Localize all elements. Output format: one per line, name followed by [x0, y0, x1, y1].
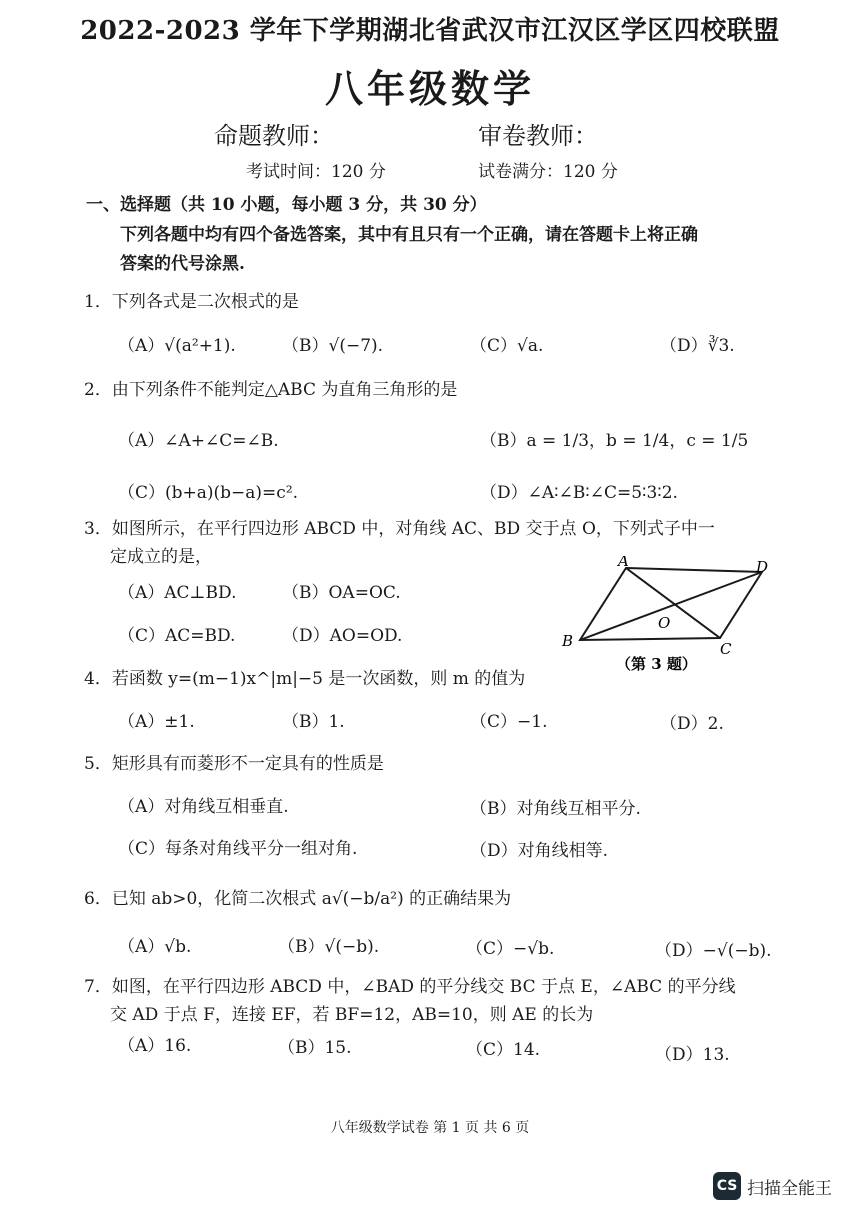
q4-stem: 4．若函数 y=(m−1)x^|m|−5 是一次函数，则 m 的值为 — [84, 669, 526, 689]
q3-option-a: （A）AC⊥BD. — [118, 583, 237, 603]
q7-option-a: （A）16. — [118, 1036, 192, 1056]
q4-option-b: （B）1. — [282, 712, 345, 732]
q3-figure-caption: （第 3 题） — [616, 655, 697, 673]
q3-stem-line1: 3．如图所示，在平行四边形 ABCD 中，对角线 AC、BD 交于点 O，下列式子中一 — [84, 519, 715, 539]
q3-option-c: （C）AC=BD. — [118, 626, 236, 646]
q6-option-b: （B）√(−b). — [278, 937, 380, 957]
q6-stem: 6．已知 ab>0，化简二次根式 a√(−b/a²) 的正确结果为 — [84, 889, 512, 909]
page-footer: 八年级数学试卷 第 1 页 共 6 页 — [330, 1120, 530, 1136]
q6-option-d: （D）−√(−b). — [655, 941, 772, 961]
q5-option-d: （D）对角线相等. — [470, 841, 609, 861]
q3-parallelogram-figure — [556, 556, 776, 676]
label-c: C — [720, 640, 732, 658]
q1-option-d: （D）∛3. — [660, 336, 735, 356]
q6-option-c: （C）−√b. — [466, 939, 555, 959]
label-b: B — [562, 632, 574, 650]
q5-option-c: （C）每条对角线平分一组对角. — [118, 839, 358, 859]
q5-option-a: （A）对角线互相垂直. — [118, 797, 289, 817]
q1-option-a: （A）√(a²+1). — [118, 336, 236, 356]
reviewer-label: 审卷教师： — [478, 122, 598, 150]
q2-stem: 2．由下列条件不能判定△ABC 为直角三角形的是 — [84, 380, 458, 400]
q2-option-a: （A）∠A+∠C=∠B. — [118, 431, 279, 451]
q4-option-c: （C）−1. — [470, 712, 548, 732]
camscanner-logo-icon: CS — [713, 1172, 741, 1200]
q2-option-b: （B）a = 1/3，b = 1/4，c = 1/5 — [480, 431, 749, 451]
q1-stem: 1．下列各式是二次根式的是 — [84, 292, 299, 312]
diagonal-bd — [580, 572, 762, 640]
section-instruction-line1: 下列各题中均有四个备选答案，其中有且只有一个正确，请在答题卡上将正确 — [120, 225, 698, 245]
q7-option-b: （B）15. — [278, 1038, 352, 1058]
q5-stem: 5．矩形具有而菱形不一定具有的性质是 — [84, 754, 384, 774]
exam-score: 试卷满分：120 分 — [478, 162, 618, 182]
exam-subject: 八年级数学 — [324, 66, 535, 111]
q3-stem-line2: 定成立的是， — [110, 547, 212, 567]
q7-option-c: （C）14. — [466, 1040, 541, 1060]
section-heading: 一、选择题（共 10 小题，每小题 3 分，共 30 分） — [86, 195, 487, 215]
label-d: D — [756, 558, 769, 576]
q3-option-b: （B）OA=OC. — [282, 583, 401, 603]
label-a: A — [618, 556, 629, 570]
q3-option-d: （D）AO=OD. — [282, 626, 403, 646]
q2-option-c: （C）(b+a)(b−a)=c². — [118, 483, 299, 503]
label-o: O — [658, 614, 671, 632]
q4-option-a: （A）±1. — [118, 712, 195, 732]
q2-option-d: （D）∠A∶∠B∶∠C=5∶3∶2. — [480, 483, 678, 503]
q1-option-b: （B）√(−7). — [282, 336, 384, 356]
q4-option-d: （D）2. — [660, 714, 724, 734]
q5-option-b: （B）对角线互相平分. — [470, 799, 641, 819]
scanner-app-name: 扫描全能王 — [747, 1178, 832, 1199]
q7-option-d: （D）13. — [655, 1045, 730, 1065]
q1-option-c: （C）√a. — [470, 336, 544, 356]
exam-time: 考试时间：120 分 — [246, 162, 386, 182]
q7-stem-line2: 交 AD 于点 F，连接 EF，若 BF=12，AB=10，则 AE 的长为 — [110, 1005, 594, 1025]
author-label: 命题教师： — [214, 122, 334, 150]
q7-stem-line1: 7．如图，在平行四边形 ABCD 中，∠BAD 的平分线交 BC 于点 E，∠ABC 的平分线 — [84, 977, 736, 997]
section-instruction-line2: 答案的代号涂黑. — [120, 254, 245, 274]
exam-title: 2022-2023 学年下学期湖北省武汉市江汉区学区四校联盟 — [80, 16, 780, 46]
q6-option-a: （A）√b. — [118, 937, 192, 957]
scanner-watermark — [713, 1171, 832, 1201]
diagonal-ac — [626, 568, 720, 638]
